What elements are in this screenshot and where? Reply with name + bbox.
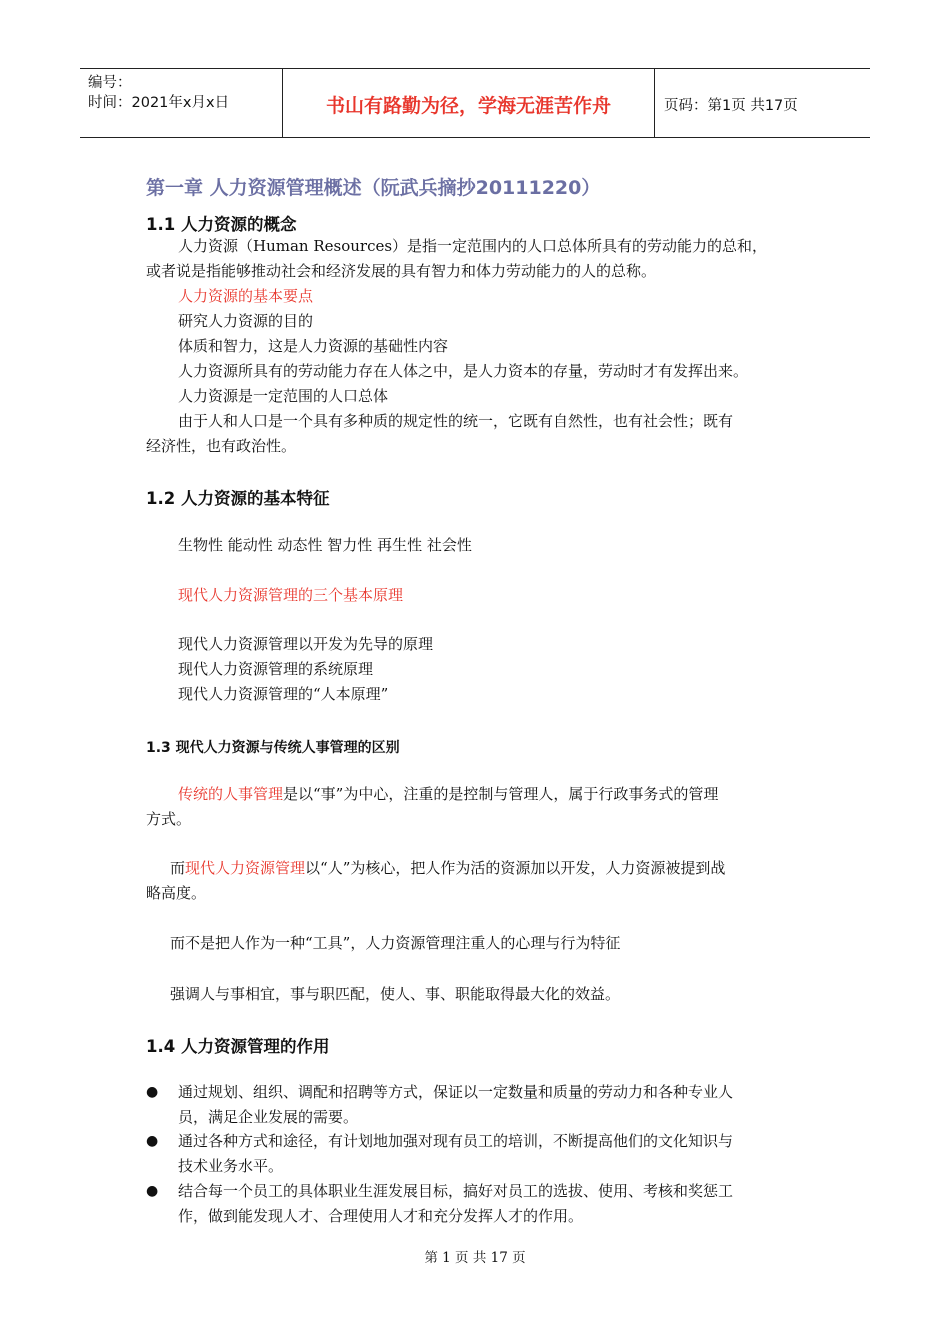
- header-motto: 书山有路勤为径，学海无涯苦作舟: [325, 95, 611, 117]
- header-meta: [88, 73, 229, 113]
- body-text: 而: [170, 859, 186, 877]
- section-heading-1-4: 1.4 人力资源管理的作用: [146, 1037, 330, 1056]
- paragraph-line: 或者说是指能够推动社会和经济发展的具有智力和体力劳动能力的人的总称。: [146, 262, 657, 280]
- list-item-line: 通过各种方式和途径，有计划地加强对现有员工的培训，不断提高他们的文化知识与: [178, 1132, 734, 1150]
- list-item-line: 通过规划、组织、调配和招聘等方式，保证以一定数量和质量的劳动力和各种专业人: [178, 1083, 734, 1101]
- page-header: [80, 68, 870, 138]
- list-line: 研究人力资源的目的: [178, 312, 314, 330]
- paragraph-line: 方式。: [146, 810, 192, 828]
- paragraph-line: [178, 784, 718, 804]
- list-item-line: 结合每一个员工的具体职业生涯发展目标，搞好对员工的选拔、使用、考核和奖惩工: [178, 1182, 734, 1200]
- body-text: 是以“事”为中心，注重的是控制与管理人，属于行政事务式的管理: [283, 785, 719, 803]
- section-heading-1-1: 1.1 人力资源的概念: [146, 215, 297, 234]
- features-line: 生物性 能动性 动态性 智力性 再生性 社会性: [178, 536, 472, 554]
- bullet-icon: ●: [146, 1183, 159, 1199]
- chapter-title: 第一章 人力资源管理概述（阮武兵摘抄20111220）: [146, 177, 601, 199]
- body-text: 以“人”为核心，把人作为活的资源加以开发，人力资源被提到战: [305, 859, 726, 877]
- number-label: 编号：: [88, 75, 132, 91]
- section-heading-1-2: 1.2 人力资源的基本特征: [146, 489, 330, 508]
- list-item-line: 技术业务水平。: [178, 1157, 284, 1175]
- principle-item: 现代人力资源管理的“人本原理”: [178, 685, 389, 703]
- key-points-title: 人力资源的基本要点: [178, 287, 314, 305]
- paragraph-line: 略高度。: [146, 884, 207, 902]
- highlight-text: 现代人力资源管理: [185, 859, 306, 877]
- list-item-line: 员，满足企业发展的需要。: [178, 1108, 359, 1126]
- list-line: 人力资源是一定范围的人口总体: [178, 387, 389, 405]
- paragraph-line: 而不是把人作为一种“工具”，人力资源管理注重人的心理与行为特征: [170, 934, 621, 952]
- paragraph-line: 人力资源（Human Resources）是指一定范围内的人口总体所具有的劳动能力的总和，: [178, 237, 768, 255]
- header-page-info: 页码：第1页 共17页: [664, 98, 798, 114]
- bullet-icon: ●: [146, 1084, 159, 1100]
- principles-title: 现代人力资源管理的三个基本原理: [178, 586, 404, 604]
- paragraph-line: 强调人与事相宜，事与职匹配，使人、事、职能取得最大化的效益。: [170, 985, 621, 1003]
- principle-item: 现代人力资源管理以开发为先导的原理: [178, 635, 434, 653]
- paragraph-line: 由于人和人口是一个具有多种质的规定性的统一，它既有自然性，也有社会性；既有: [178, 412, 734, 430]
- paragraph-line: 经济性，也有政治性。: [146, 437, 297, 455]
- list-item-line: 作，做到能发现人才、合理使用人才和充分发挥人才的作用。: [178, 1207, 584, 1225]
- list-line: 人力资源所具有的劳动能力存在人体之中，是人力资本的存量，劳动时才有发挥出来。: [178, 362, 749, 380]
- highlight-text: 传统的人事管理: [178, 785, 284, 803]
- page-footer: 第 1 页 共 17 页: [424, 1250, 526, 1266]
- bullet-icon: ●: [146, 1133, 159, 1149]
- paragraph-line: [170, 858, 725, 878]
- principle-item: 现代人力资源管理的系统原理: [178, 660, 374, 678]
- section-heading-1-3: 1.3 现代人力资源与传统人事管理的区别: [146, 740, 400, 756]
- list-line: 体质和智力，这是人力资源的基础性内容: [178, 337, 449, 355]
- time-label: 时间：2021年x月x日: [88, 95, 230, 111]
